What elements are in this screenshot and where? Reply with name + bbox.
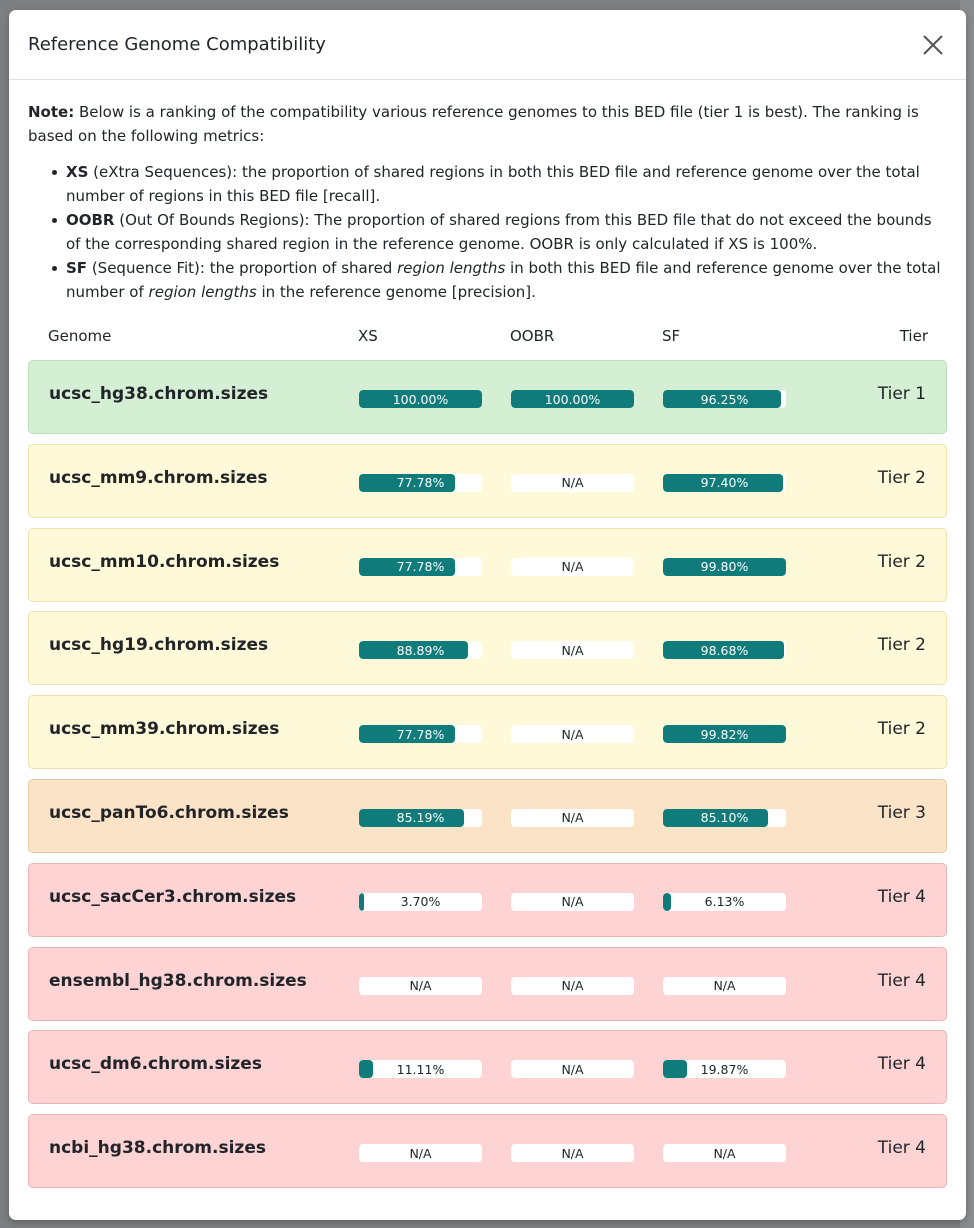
xs-bar-label: 77.78% [396, 475, 445, 491]
oobr-bar [511, 725, 634, 743]
xs-bar [359, 474, 482, 492]
oobr-bar-label: N/A [561, 810, 584, 826]
oobr-bar [511, 558, 634, 576]
oobr-cell [511, 390, 663, 408]
metric-sf [50, 256, 947, 304]
oobr-cell [511, 977, 663, 995]
genome-name: ucsc_mm39.chrom.sizes [49, 719, 280, 740]
xs-bar [359, 390, 482, 408]
table-header [28, 316, 947, 356]
xs-cell [359, 390, 511, 408]
oobr-bar-label: N/A [561, 978, 584, 994]
sf-cell [663, 1060, 815, 1078]
genome-row [28, 695, 947, 769]
xs-cell [359, 809, 511, 827]
xs-bar-label: 85.19% [396, 810, 445, 826]
metric-text: in both this BED file and reference genome over the total number of [66, 259, 941, 301]
sf-cell [663, 977, 815, 995]
xs-bar [359, 725, 482, 743]
xs-bar [359, 1060, 482, 1078]
close-button[interactable] [918, 30, 948, 60]
oobr-cell [511, 641, 663, 659]
header-xs: XS [358, 327, 378, 345]
oobr-bar-label: N/A [561, 1145, 584, 1161]
oobr-bar-label: N/A [561, 475, 584, 491]
sf-bar [663, 725, 786, 743]
sf-bar-label: 98.68% [700, 642, 749, 658]
genome-name: ucsc_mm10.chrom.sizes [49, 551, 280, 572]
oobr-bar-label: N/A [561, 559, 584, 575]
oobr-cell [511, 558, 663, 576]
oobr-cell [511, 725, 663, 743]
xs-bar-label: 11.11% [396, 1061, 445, 1077]
oobr-bar [511, 641, 634, 659]
metrics-list [28, 160, 947, 304]
genome-row [28, 1030, 947, 1104]
xs-cell [359, 558, 511, 576]
metric-text: in the reference genome [precision]. [256, 283, 536, 301]
oobr-bar-label: N/A [561, 894, 584, 910]
genome-row [28, 444, 947, 518]
oobr-bar-label: 100.00% [544, 391, 601, 407]
genome-row [28, 360, 947, 434]
genome-row [28, 611, 947, 685]
xs-bar-label: 100.00% [392, 391, 449, 407]
oobr-bar [511, 1144, 634, 1162]
metric-emphasis: region lengths [148, 283, 257, 301]
genome-row [28, 528, 947, 602]
sf-bar [663, 809, 786, 827]
genome-name: ucsc_sacCer3.chrom.sizes [49, 886, 297, 907]
tier-label: Tier 2 [877, 719, 926, 740]
oobr-bar-label: N/A [561, 642, 584, 658]
note-paragraph [28, 100, 947, 148]
oobr-bar [511, 390, 634, 408]
tier-label: Tier 4 [877, 970, 926, 991]
xs-bar-label: 77.78% [396, 559, 445, 575]
sf-bar [663, 977, 786, 995]
genome-row [28, 1114, 947, 1188]
genome-name: ncbi_hg38.chrom.sizes [49, 1138, 266, 1159]
sf-cell [663, 474, 815, 492]
xs-bar-label: 3.70% [400, 894, 441, 910]
tier-label: Tier 4 [877, 886, 926, 907]
oobr-bar-label: N/A [561, 726, 584, 742]
modal-header [9, 10, 966, 80]
genome-row [28, 863, 947, 937]
sf-cell [663, 641, 815, 659]
sf-bar-label: 19.87% [700, 1061, 749, 1077]
sf-cell [663, 809, 815, 827]
header-tier: Tier [899, 327, 928, 345]
tier-label: Tier 4 [877, 1054, 926, 1075]
metric-emphasis: region lengths [397, 259, 506, 277]
genome-name: ucsc_hg19.chrom.sizes [49, 635, 269, 656]
tier-label: Tier 2 [877, 635, 926, 656]
xs-cell [359, 1060, 511, 1078]
tier-label: Tier 2 [877, 467, 926, 488]
sf-bar [663, 390, 786, 408]
sf-bar-label: N/A [713, 1145, 736, 1161]
sf-bar-label: 99.80% [700, 559, 749, 575]
xs-bar [359, 641, 482, 659]
genome-name: ensembl_hg38.chrom.sizes [49, 970, 307, 991]
sf-cell [663, 390, 815, 408]
xs-bar [359, 893, 482, 911]
xs-bar-label: N/A [409, 978, 432, 994]
xs-cell [359, 474, 511, 492]
xs-cell [359, 977, 511, 995]
sf-bar [663, 641, 786, 659]
metric-xs [50, 160, 947, 208]
sf-bar-label: N/A [713, 978, 736, 994]
metric-text: (eXtra Sequences): the proportion of shared regions in both this BED file and reference genome over the total number of regions in this BED file [recall]. [66, 163, 920, 205]
sf-bar-label: 85.10% [700, 810, 749, 826]
oobr-cell [511, 893, 663, 911]
oobr-cell [511, 809, 663, 827]
metric-abbr: XS [66, 163, 89, 181]
metric-text: (Sequence Fit): the proportion of shared [87, 259, 398, 277]
sf-bar-label: 97.40% [700, 475, 749, 491]
genome-rows [28, 360, 947, 1188]
tier-label: Tier 4 [877, 1138, 926, 1159]
oobr-cell [511, 1144, 663, 1162]
sf-bar-label: 6.13% [704, 894, 745, 910]
metric-abbr: OOBR [66, 211, 115, 229]
oobr-cell [511, 1060, 663, 1078]
oobr-bar [511, 474, 634, 492]
oobr-bar [511, 977, 634, 995]
tier-label: Tier 1 [877, 384, 926, 404]
tier-label: Tier 2 [877, 551, 926, 572]
xs-cell [359, 641, 511, 659]
sf-cell [663, 893, 815, 911]
sf-bar [663, 1060, 786, 1078]
header-sf: SF [662, 327, 681, 345]
header-oobr: OOBR [510, 327, 555, 345]
genome-name: ucsc_mm9.chrom.sizes [49, 467, 268, 488]
genome-row [28, 779, 947, 853]
metric-abbr: SF [66, 259, 88, 277]
sf-bar [663, 474, 786, 492]
xs-cell [359, 893, 511, 911]
xs-bar [359, 809, 482, 827]
sf-cell [663, 1144, 815, 1162]
xs-bar-label: 77.78% [396, 726, 445, 742]
genome-name: ucsc_panTo6.chrom.sizes [49, 802, 289, 823]
xs-bar [359, 977, 482, 995]
oobr-bar-label: N/A [561, 1061, 584, 1077]
header-genome: Genome [48, 327, 112, 345]
oobr-cell [511, 474, 663, 492]
note-label: Note: [28, 103, 75, 121]
sf-cell [663, 725, 815, 743]
metric-text: (Out Of Bounds Regions): The proportion of shared regions from this BED file that do not exceed the bounds of the corresponding shared region in the reference genome. OOBR is only calculated if XS is 100%. [66, 211, 932, 253]
oobr-bar [511, 809, 634, 827]
xs-cell [359, 1144, 511, 1162]
note-text: Below is a ranking of the compatibility various reference genomes to this BED file (tier 1 is best). The ranking is based on the following metrics: [28, 103, 919, 145]
xs-cell [359, 725, 511, 743]
compatibility-modal [9, 10, 966, 1220]
oobr-bar [511, 1060, 634, 1078]
sf-bar-label: 99.82% [700, 726, 749, 742]
sf-bar [663, 558, 786, 576]
sf-cell [663, 558, 815, 576]
genome-name: ucsc_hg38.chrom.sizes [49, 384, 269, 404]
genome-name: ucsc_dm6.chrom.sizes [49, 1054, 262, 1075]
metric-oobr [50, 208, 947, 256]
tier-label: Tier 3 [877, 802, 926, 823]
xs-bar-label: 88.89% [396, 642, 445, 658]
xs-bar [359, 1144, 482, 1162]
genome-row [28, 947, 947, 1021]
sf-bar [663, 893, 786, 911]
xs-bar [359, 558, 482, 576]
modal-body [9, 80, 966, 1188]
sf-bar-label: 96.25% [700, 391, 749, 407]
oobr-bar [511, 893, 634, 911]
xs-bar-label: N/A [409, 1145, 432, 1161]
modal-title: Reference Genome Compatibility [28, 34, 326, 55]
sf-bar [663, 1144, 786, 1162]
close-icon [922, 34, 944, 56]
